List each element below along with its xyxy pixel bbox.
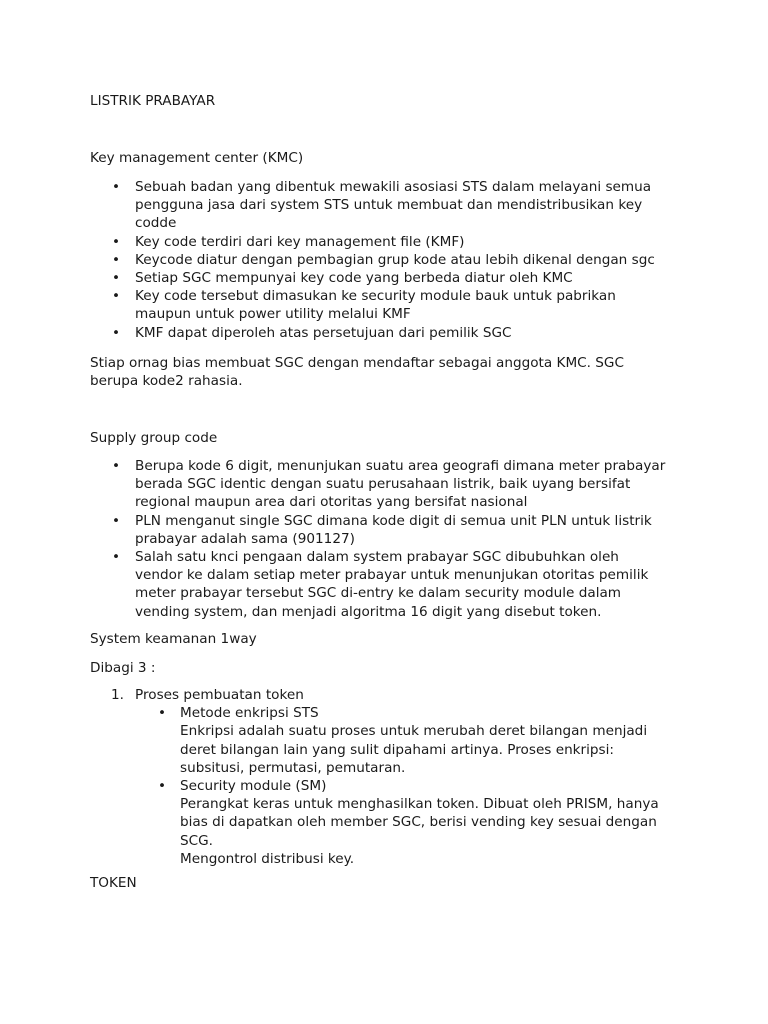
security-line-1: System keamanan 1way <box>90 631 257 647</box>
sub-list-item <box>135 777 659 868</box>
list-item <box>90 178 655 233</box>
bullet-icon: • <box>158 778 167 795</box>
list-item-text: vending system, dan menjadi algoritma 16 digit yang disebut token. <box>135 603 602 620</box>
list-item-text: Key code tersebut dimasukan ke security module bauk untuk pabrikan <box>135 288 616 305</box>
list-item <box>90 548 665 621</box>
bullet-icon: • <box>112 270 121 287</box>
list-item <box>90 457 665 512</box>
security-ordered-list <box>90 686 659 868</box>
sub-item-text: deret bilangan lain yang sulit dipahami artinya. Proses enkripsi: <box>180 741 614 758</box>
bullet-icon: • <box>112 288 121 305</box>
bullet-icon: • <box>112 233 121 250</box>
list-item-text: Salah satu knci pengaan dalam system prabayar SGC dibubuhkan oleh <box>135 549 619 566</box>
list-item-text: vendor ke dalam setiap meter prabayar untuk menunjukan otoritas pemilik <box>135 567 649 584</box>
sub-item-text: Enkripsi adalah suatu proses untuk merubah deret bilangan menjadi <box>180 723 648 740</box>
kmc-paragraph-line-2: berupa kode2 rahasia. <box>90 373 243 389</box>
sgc-heading: Supply group code <box>90 430 218 446</box>
sub-item-text: Security module (SM) <box>180 778 327 795</box>
list-item-text: Sebuah badan yang dibentuk mewakili asosiasi STS dalam melayani semua <box>135 179 652 195</box>
list-item-text: Key code terdiri dari key management file (KMF) <box>135 233 465 250</box>
bullet-icon: • <box>112 251 121 268</box>
sub-list-item <box>135 704 659 777</box>
security-line-2: Dibagi 3 : <box>90 660 156 676</box>
list-item <box>90 251 655 269</box>
sub-item-text: Metode enkripsi STS <box>180 705 319 722</box>
list-item-text: codde <box>135 215 177 232</box>
sub-item-text: subsitusi, permutasi, pemutaran. <box>180 759 406 776</box>
list-item-text: meter prabayar tersebut SGC di-entry ke dalam security module dalam <box>135 585 622 602</box>
document-title: LISTRIK PRABAYAR <box>90 93 216 109</box>
sub-item-text: SCG. <box>180 832 213 849</box>
kmc-bullet-list <box>90 178 655 342</box>
bullet-icon: • <box>112 512 121 529</box>
list-item-text: Berupa kode 6 digit, menunjukan suatu area geografi dimana meter prabayar <box>135 458 666 474</box>
ordered-list-item <box>90 686 659 868</box>
list-item <box>90 324 655 342</box>
sub-item-text: Mengontrol distribusi key. <box>180 850 355 867</box>
list-item <box>90 269 655 287</box>
list-item-text: maupun untuk power utility melalui KMF <box>135 306 411 323</box>
list-item <box>90 233 655 251</box>
list-item <box>90 512 665 548</box>
list-item-text: regional maupun area dari otoritas yang bersifat nasional <box>135 494 528 511</box>
list-item-text: prabayar adalah sama (901127) <box>135 530 355 547</box>
sub-item-text: Perangkat keras untuk menghasilkan token. Dibuat oleh PRISM, hanya <box>180 796 659 813</box>
list-item-text: PLN menganut single SGC dimana kode digit di semua unit PLN untuk listrik <box>135 512 652 529</box>
kmc-heading: Key management center (KMC) <box>90 150 304 166</box>
list-item-text: Setiap SGC mempunyai key code yang berbeda diatur oleh KMC <box>135 270 573 287</box>
bullet-icon: • <box>112 324 121 341</box>
list-item-text: berada SGC identic dengan suatu perusahaan listrik, baik uyang bersifat <box>135 476 631 493</box>
list-item <box>90 287 655 323</box>
sub-bullet-list <box>135 704 659 868</box>
bullet-icon: • <box>112 458 121 474</box>
bullet-icon: • <box>112 549 121 566</box>
list-item-text: KMF dapat diperoleh atas persetujuan dari pemilik SGC <box>135 324 512 341</box>
list-item-text: Keycode diatur dengan pembagian grup kode atau lebih dikenal dengan sgc <box>135 251 655 268</box>
bullet-icon: • <box>158 705 167 722</box>
bullet-icon: • <box>112 179 121 195</box>
sgc-bullet-list <box>90 457 665 621</box>
ordered-item-label: Proses pembuatan token <box>135 687 304 703</box>
kmc-paragraph-line-1: Stiap ornag bias membuat SGC dengan mendaftar sebagai anggota KMC. SGC <box>90 355 624 371</box>
token-heading: TOKEN <box>90 875 137 891</box>
list-number: 1. <box>111 687 124 703</box>
list-item-text: pengguna jasa dari system STS untuk membuat dan mendistribusikan key <box>135 197 643 214</box>
sub-item-text: bias di dapatkan oleh member SGC, berisi vending key sesuai dengan <box>180 814 657 831</box>
